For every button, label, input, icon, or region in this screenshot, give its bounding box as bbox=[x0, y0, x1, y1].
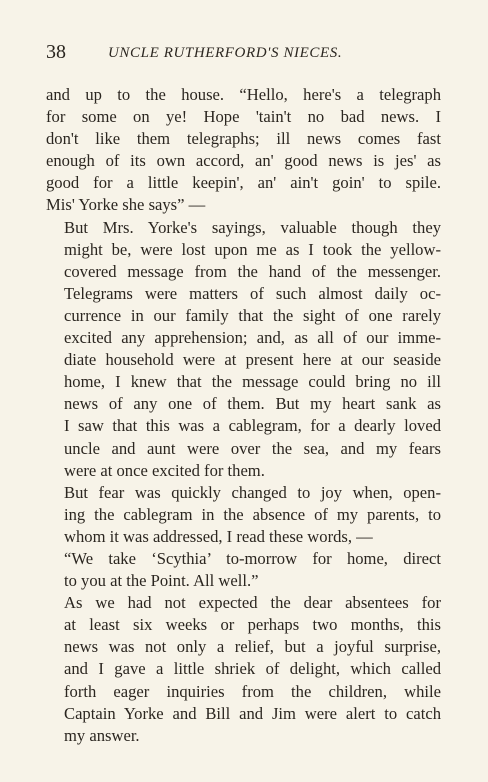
text-line: at least six weeks or perhaps two months, this bbox=[64, 615, 441, 635]
text-line: news was not only a relief, but a joyful surprise, bbox=[64, 637, 441, 657]
text-line: covered message from the hand of the messenger. bbox=[64, 261, 441, 281]
text-line: were at once excited for them. bbox=[64, 460, 265, 480]
text-line: and I gave a little shriek of delight, which called bbox=[64, 659, 441, 679]
text-line: and up to the house. “Hello, here's a telegraph bbox=[46, 85, 441, 104]
paragraph bbox=[46, 84, 441, 217]
text-line: Telegrams were matters of such almost daily oc- bbox=[64, 283, 441, 303]
text-line: to you at the Point. All well.” bbox=[64, 571, 259, 591]
text-line: Mis' Yorke she says” — bbox=[46, 195, 206, 215]
paragraph bbox=[46, 482, 441, 548]
paragraph bbox=[46, 592, 441, 747]
text-line: uncle and aunt were over the sea, and my fears bbox=[64, 438, 441, 458]
text-line: don't like them telegraphs; ill news comes fast bbox=[46, 129, 441, 149]
text-line: enough of its own accord, an' good news is jes' as bbox=[46, 151, 441, 171]
text-line: excited any apprehension; and, as all of our imme- bbox=[64, 328, 441, 348]
text-line: whom it was addressed, I read these words, — bbox=[64, 526, 373, 546]
text-line: home, I knew that the message could bring no ill bbox=[64, 372, 441, 392]
text-line: for some on ye! Hope 'tain't no bad news. I bbox=[46, 107, 441, 127]
running-head bbox=[46, 41, 466, 69]
text-line: But fear was quickly changed to joy when, open- bbox=[64, 482, 441, 502]
text-line: “We take ‘Scythia’ to-morrow for home, direct bbox=[64, 548, 441, 568]
page-number: 38 bbox=[46, 41, 66, 63]
body-text bbox=[46, 84, 441, 747]
text-line: But Mrs. Yorke's sayings, valuable though they bbox=[64, 217, 441, 237]
text-line: news of any one of them. But my heart sank as bbox=[64, 394, 441, 414]
text-line: I saw that this was a cablegram, for a dearly loved bbox=[64, 416, 441, 436]
text-line: good for a little keepin', an' ain't goin' to spile. bbox=[46, 173, 441, 193]
paragraph bbox=[46, 548, 441, 592]
text-line: forth eager inquiries from the children, while bbox=[64, 681, 441, 701]
book-title: UNCLE RUTHERFORD'S NIECES. bbox=[108, 45, 343, 61]
text-line: diate household were at present here at our seaside bbox=[64, 350, 441, 370]
text-line: my answer. bbox=[64, 725, 140, 745]
paragraph bbox=[46, 217, 441, 482]
text-line: currence in our family that the sight of one rarely bbox=[64, 305, 441, 325]
text-line: As we had not expected the dear absentees for bbox=[64, 593, 441, 613]
text-line: might be, were lost upon me as I took the yellow- bbox=[64, 239, 441, 259]
text-line: ing the cablegram in the absence of my parents, to bbox=[64, 504, 441, 524]
text-line: Captain Yorke and Bill and Jim were alert to catch bbox=[64, 703, 441, 723]
